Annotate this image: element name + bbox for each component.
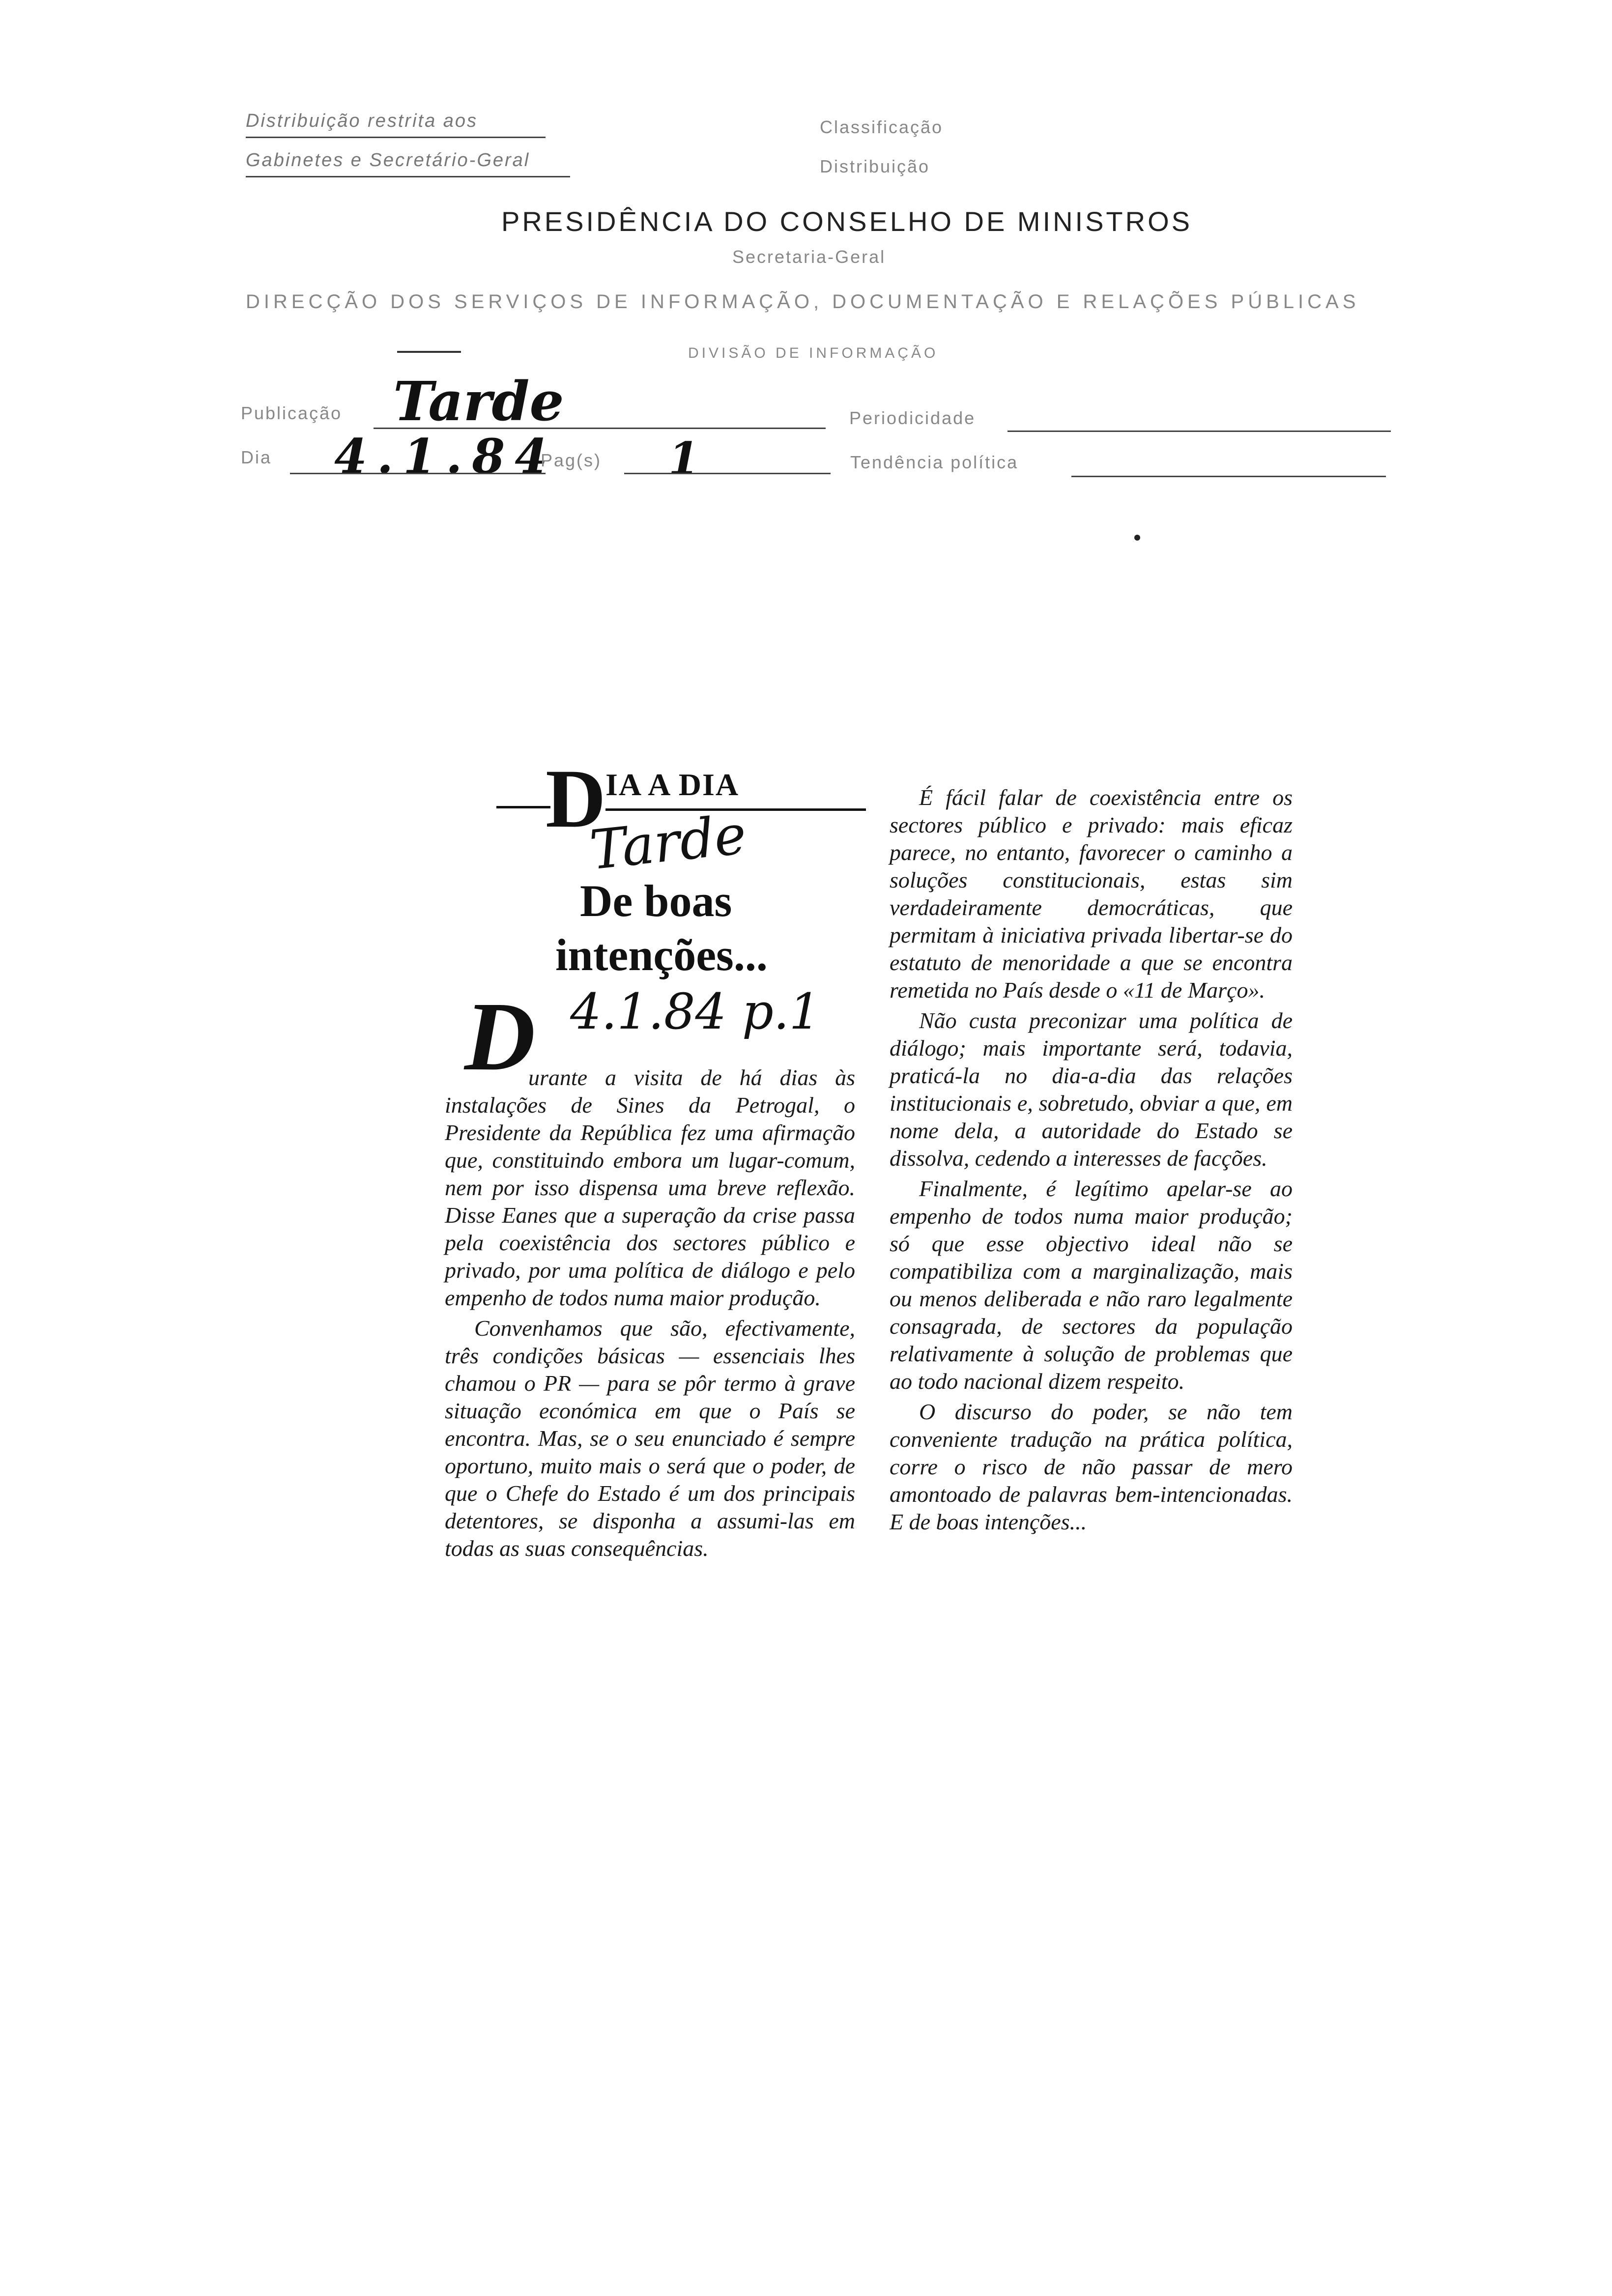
paragraph-6: O discurso do poder, se não tem conveniente tradução na prática política, corre o risco de não passar de mero amontoado de palavras bem-intencionadas. E de boas intenções... <box>890 1399 1293 1534</box>
pages-value: 1 <box>668 432 699 485</box>
division-label: DIVISÃO DE INFORMAÇÃO <box>688 345 939 361</box>
handwritten-source: Tarde <box>587 803 749 882</box>
day-line <box>290 473 546 474</box>
day-value: 4.1.84 <box>334 429 558 484</box>
periodicity-label: Periodicidade <box>849 408 976 428</box>
article-title-line2: intenções... <box>555 930 768 980</box>
pages-line <box>624 473 831 474</box>
article-title-line1: De boas <box>580 876 732 926</box>
paragraph-3: É fácil falar de coexistência entre os sectores público e privado: mais eficaz parece, no entanto, favorecer o caminho a soluções constitucionais, estas sim verdadeiramente democráticas, que permitam à iniciativa privada libertar-se do estatuto de menoridade a que se encontra remetida no País desde o «11 de Março». <box>890 785 1293 1003</box>
handwritten-date: 4.1.84 p.1 <box>570 983 821 1040</box>
tendency-line <box>1071 476 1386 477</box>
paragraph-2: Convenhamos que são, efectivamente, três condições básicas — essenciais lhes chamou o PR — para se pôr termo à grave situação económica em que o País se encontra. Mas, se o seu enunciado é sempre oportuno, muito mais o será que o poder, de que o Chefe do Estado é um dos principais detentores, se disponha a assumi-las em todas as suas consequências. <box>445 1316 855 1561</box>
tendency-label: Tendência política <box>850 452 1019 472</box>
distribution-restricted-line2: Gabinetes e Secretário-Geral <box>246 150 530 171</box>
dash-mark <box>397 351 461 353</box>
distribution-restricted-line1: Distribuição restrita aos <box>246 111 478 131</box>
section-initial: D <box>546 752 606 845</box>
secretariat-label: Secretaria-Geral <box>732 247 886 267</box>
article-column-1 <box>445 1064 855 1562</box>
section-rule-left <box>496 806 550 808</box>
speck-dot <box>1134 535 1140 541</box>
publication-value: Tarde <box>393 370 564 433</box>
distribution-underline-2 <box>246 176 570 177</box>
publication-label: Publicação <box>241 403 343 423</box>
pages-label: Pag(s) <box>541 450 602 470</box>
section-title: IA A DIA <box>605 767 740 802</box>
periodicity-line <box>1008 430 1391 432</box>
distribution-underline-1 <box>246 137 546 138</box>
distribution-label: Distribuição <box>820 156 930 176</box>
paragraph-5: Finalmente, é legítimo apelar-se ao empenho de todos numa maior produção; só que esse objectivo ideal não se compatibiliza com a marginalização, mais ou menos deliberada e não raro legalmente consagrada, de sectores da população relativamente à solução de problemas que ao todo nacional dizem respeito. <box>890 1176 1293 1394</box>
paragraph-4: Não custa preconizar uma política de diálogo; mais importante será, todavia, praticá-la no dia-a-dia das relações institucionais e, sobretudo, obviar a que, em nome dela, a autoridade do Estado se dissolva, cedendo a interesses de facções. <box>890 1008 1293 1171</box>
classification-label: Classificação <box>820 117 944 137</box>
office-title: PRESIDÊNCIA DO CONSELHO DE MINISTROS <box>501 206 1192 237</box>
directorate-label: DIRECÇÃO DOS SERVIÇOS DE INFORMAÇÃO, DOCUMENTAÇÃO E RELAÇÕES PÚBLICAS <box>246 291 1360 313</box>
paragraph-1: urante a visita de há dias às instalações de Sines da Petrogal, o Presidente da República fez uma afirmação que, constituindo embora um lugar-comum, nem por isso dispensa uma breve reflexão. Disse Eanes que a superação da crise passa pela coexistência dos sectores público e privado, por uma política de diálogo e pelo empenho de todos numa maior produção. <box>445 1065 855 1310</box>
article-column-2 <box>890 784 1293 1536</box>
day-label: Dia <box>241 447 272 467</box>
drop-cap: D <box>464 982 536 1091</box>
